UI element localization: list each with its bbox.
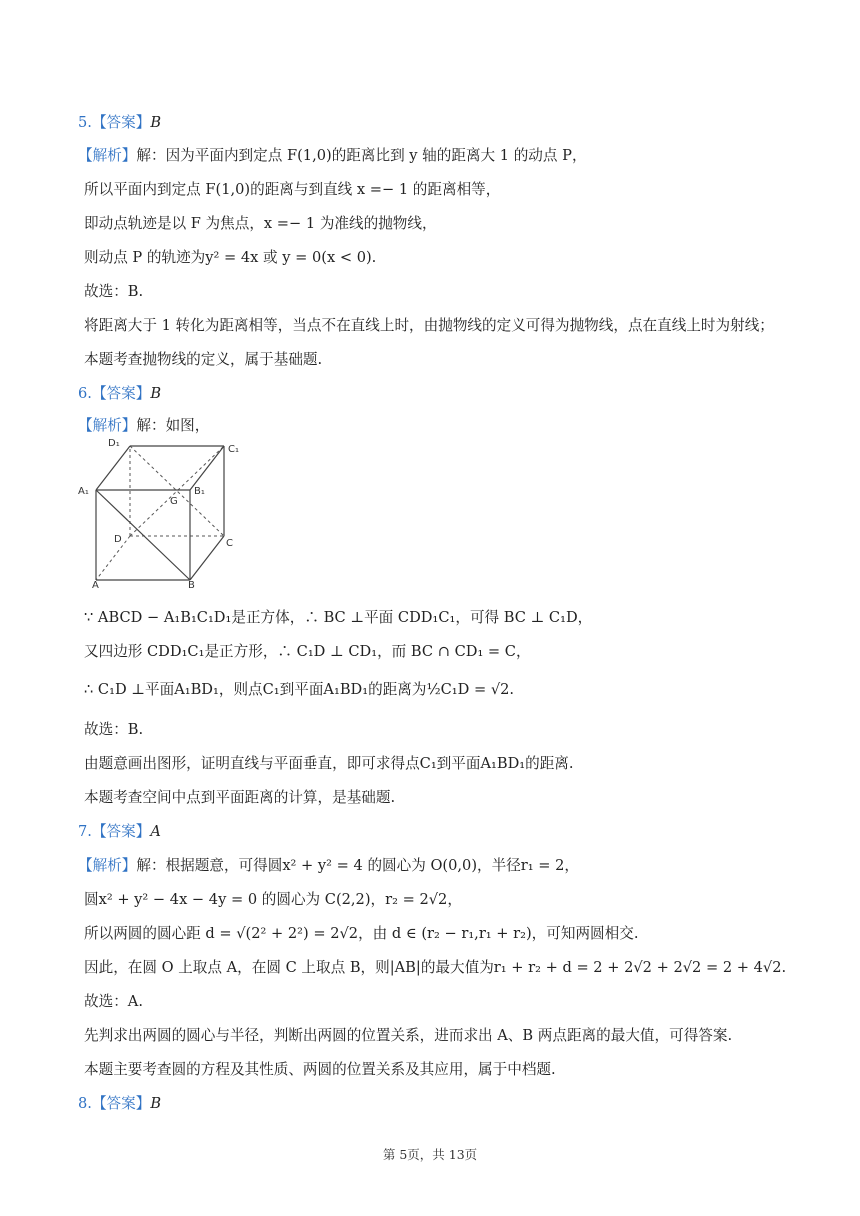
q5-answer: B	[150, 114, 162, 131]
q5-text-0: 解：因为平面内到定点 F(1,0)的距离比到 y 轴的距离大 1 的动点 P，	[136, 147, 587, 164]
q6-answer-label: 【答案】	[91, 385, 151, 402]
q7-analysis-line	[78, 856, 840, 876]
q5-text-6: 本题考查抛物线的定义，属于基础题.	[84, 351, 323, 368]
q7-answer-line	[78, 822, 840, 842]
label-C: C	[226, 538, 233, 549]
q5-text-1: 所以平面内到定点 F(1,0)的距离与到直线 x =− 1 的距离相等，	[84, 181, 501, 198]
q6-analysis-line	[78, 416, 840, 436]
q5-answer-label: 【答案】	[91, 114, 151, 131]
q7-text-6: 本题主要考查圆的方程及其性质、两圆的位置关系及其应用，属于中档题.	[84, 1061, 556, 1078]
q5-text-2: 即动点轨迹是以 F 为焦点，x =− 1 为准线的抛物线，	[84, 215, 437, 232]
label-A: A	[92, 580, 99, 588]
cube-figure	[78, 438, 258, 588]
label-C1: C₁	[228, 444, 239, 455]
q8-answer: B	[150, 1095, 162, 1112]
q6-answer: B	[150, 385, 162, 402]
q5-analysis-label: 【解析】	[78, 147, 137, 164]
q8-number: 8.	[78, 1095, 92, 1112]
page-footer: 第 5页，共 13页	[382, 1147, 478, 1162]
cube-diagram	[78, 438, 258, 588]
label-A1: A₁	[78, 486, 89, 497]
q7-text-2: 所以两圆的圆心距 d = √(2² + 2²) = 2√2，由 d ∈ (r₂ − r₁,r₁ + r₂)，可知两圆相交.	[84, 925, 639, 942]
q5-text-4: 故选：B.	[84, 283, 144, 300]
q7-text-3: 因此，在圆 O 上取点 A，在圆 C 上取点 B，则|AB|的最大值为r₁ + r₂ + d = 2 + 2√2 + 2√2 = 2 + 4√2.	[84, 959, 787, 976]
label-D: D	[114, 534, 122, 545]
q7-text-5: 先判求出两圆的圆心与半径，判断出两圆的位置关系，进而求出 A、B 两点距离的最大值，可得答案.	[84, 1027, 733, 1044]
q6-analysis-label: 【解析】	[78, 417, 137, 434]
q6-intro: 解：如图，	[136, 417, 210, 434]
q6-text-2: ∴ C₁D ⊥平面A₁BD₁，则点C₁到平面A₁BD₁的距离为½C₁D = √2.	[84, 681, 515, 698]
label-B1: B₁	[194, 486, 205, 497]
q8-answer-line	[78, 1094, 840, 1114]
label-D1: D₁	[108, 438, 120, 449]
q6-text-0: ∵ ABCD − A₁B₁C₁D₁是正方体，∴ BC ⊥平面 CDD₁C₁，可得 BC ⊥ C₁D，	[84, 609, 593, 626]
q6-text-1: 又四边形 CDD₁C₁是正方形，∴ C₁D ⊥ CD₁，而 BC ∩ CD₁ = C，	[84, 643, 531, 660]
q7-text-0: 解：根据题意，可得圆x² + y² = 4 的圆心为 O(0,0)，半径r₁ = 2，	[136, 857, 580, 874]
q7-answer-label: 【答案】	[91, 823, 151, 840]
q5-text-5: 将距离大于 1 转化为距离相等，当点不在直线上时，由抛物线的定义可得为抛物线，点在直线上时为射线；	[84, 317, 774, 334]
q7-analysis-label: 【解析】	[78, 857, 137, 874]
q6-text-5: 本题考查空间中点到平面距离的计算，是基础题.	[84, 789, 396, 806]
edge-B1C1	[190, 446, 224, 490]
edge-DA	[96, 536, 130, 580]
q5-answer-line	[78, 113, 840, 133]
q8-answer-label: 【答案】	[91, 1095, 151, 1112]
label-B: B	[188, 580, 195, 588]
q6-number: 6.	[78, 385, 92, 402]
q7-answer: A	[150, 823, 161, 840]
q7-number: 7.	[78, 823, 92, 840]
edge-A1D1	[96, 446, 130, 490]
q6-text-4: 由题意画出图形，证明直线与平面垂直，即可求得点C₁到平面A₁BD₁的距离.	[84, 755, 574, 772]
q7-text-1: 圆x² + y² − 4x − 4y = 0 的圆心为 C(2,2)，r₂ = 2√2，	[84, 891, 462, 908]
q5-number: 5.	[78, 114, 92, 131]
q5-text-3: 则动点 P 的轨迹为y² = 4x 或 y = 0(x < 0).	[84, 249, 377, 266]
edge-BC	[190, 536, 224, 580]
q5-analysis-line	[78, 146, 840, 166]
q7-text-4: 故选：A.	[84, 993, 143, 1010]
label-G: G	[170, 496, 178, 507]
q6-text-3: 故选：B.	[84, 721, 144, 738]
q6-answer-line	[78, 384, 840, 404]
